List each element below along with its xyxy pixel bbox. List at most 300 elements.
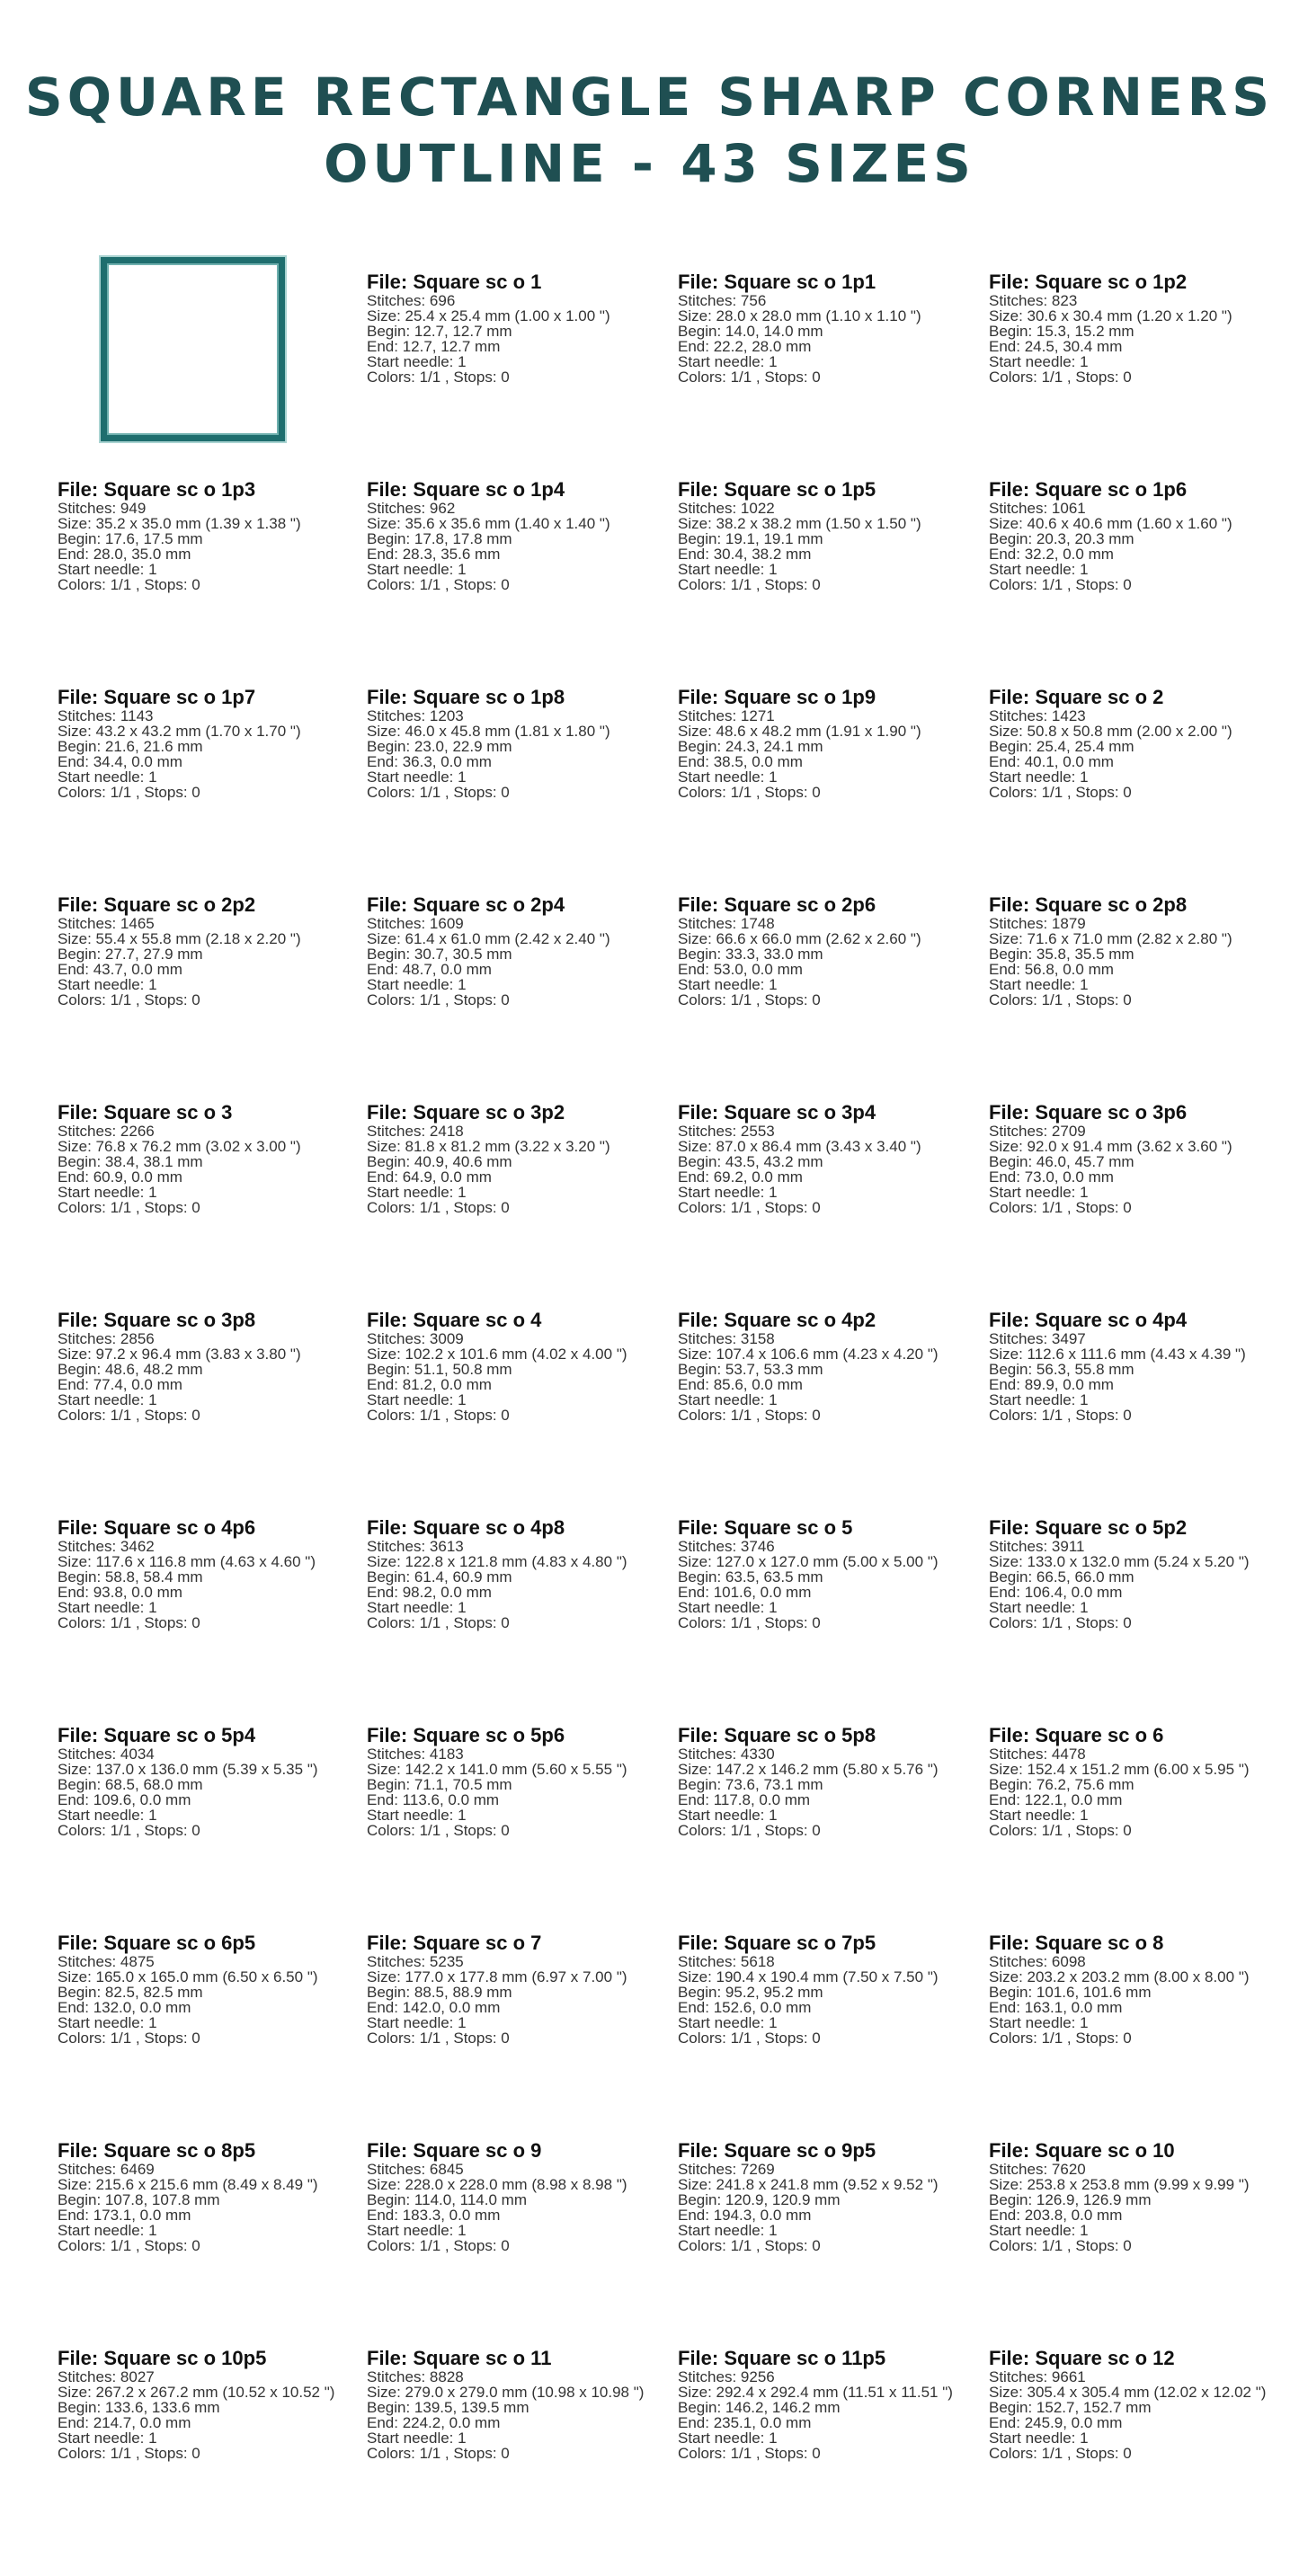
begin-coords: Begin: 46.0, 45.7 mm	[989, 1153, 1134, 1170]
file-name: File: Square sc o 3p6	[989, 1101, 1188, 1124]
file-name: File: Square sc o 5p6	[367, 1724, 565, 1746]
file-info-card	[989, 1932, 1295, 2046]
begin-coords: Begin: 15.3, 15.2 mm	[989, 323, 1134, 340]
file-name: File: Square sc o 1p5	[678, 478, 876, 501]
file-name: File: Square sc o 2	[989, 686, 1164, 708]
stitches-count: Stitches: 9661	[989, 2368, 1086, 2385]
end-coords: End: 48.7, 0.0 mm	[367, 961, 492, 978]
size-info: Size: 48.6 x 48.2 mm (1.91 x 1.90 ")	[678, 723, 921, 740]
file-name: File: Square sc o 6p5	[58, 1932, 256, 1954]
stitches-count: Stitches: 3613	[367, 1538, 464, 1555]
begin-coords: Begin: 38.4, 38.1 mm	[58, 1153, 203, 1170]
end-coords: End: 117.8, 0.0 mm	[678, 1791, 811, 1808]
end-coords: End: 101.6, 0.0 mm	[678, 1584, 812, 1601]
begin-coords: Begin: 133.6, 133.6 mm	[58, 2399, 220, 2416]
stitches-count: Stitches: 3497	[989, 1330, 1086, 1347]
stitches-count: Stitches: 6845	[367, 2161, 464, 2178]
end-coords: End: 224.2, 0.0 mm	[367, 2414, 501, 2431]
size-info: Size: 71.6 x 71.0 mm (2.82 x 2.80 ")	[989, 930, 1232, 947]
start-needle: Start needle: 1	[367, 561, 467, 578]
end-coords: End: 38.5, 0.0 mm	[678, 753, 803, 770]
end-coords: End: 142.0, 0.0 mm	[367, 1999, 501, 2016]
colors-stops: Colors: 1/1 , Stops: 0	[989, 2030, 1132, 2047]
start-needle: Start needle: 1	[989, 561, 1089, 578]
file-info-card	[367, 479, 672, 592]
file-name: File: Square sc o 3p4	[678, 1101, 876, 1124]
start-needle: Start needle: 1	[58, 1391, 157, 1408]
size-info: Size: 133.0 x 132.0 mm (5.24 x 5.20 ")	[989, 1553, 1250, 1570]
begin-coords: Begin: 25.4, 25.4 mm	[989, 738, 1134, 755]
begin-coords: Begin: 114.0, 114.0 mm	[367, 2191, 527, 2208]
page-subtitle: OUTLINE - 43 SIZES	[324, 133, 975, 194]
start-needle: Start needle: 1	[989, 2014, 1089, 2031]
colors-stops: Colors: 1/1 , Stops: 0	[58, 991, 200, 1008]
file-name: File: Square sc o 5	[678, 1516, 853, 1539]
file-name: File: Square sc o 4p2	[678, 1309, 876, 1331]
colors-stops: Colors: 1/1 , Stops: 0	[58, 1199, 200, 1216]
file-info-card	[58, 894, 363, 1008]
size-info: Size: 81.8 x 81.2 mm (3.22 x 3.20 ")	[367, 1138, 610, 1155]
end-coords: End: 60.9, 0.0 mm	[58, 1168, 182, 1186]
stitches-count: Stitches: 4330	[678, 1745, 775, 1763]
colors-stops: Colors: 1/1 , Stops: 0	[989, 2237, 1132, 2254]
end-coords: End: 77.4, 0.0 mm	[58, 1376, 182, 1393]
stitches-count: Stitches: 756	[678, 292, 767, 309]
stitches-count: Stitches: 2709	[989, 1123, 1086, 1140]
begin-coords: Begin: 20.3, 20.3 mm	[989, 530, 1134, 547]
size-info: Size: 177.0 x 177.8 mm (6.97 x 7.00 ")	[367, 1968, 627, 1985]
file-name: File: Square sc o 1p7	[58, 686, 256, 708]
begin-coords: Begin: 61.4, 60.9 mm	[367, 1568, 512, 1586]
colors-stops: Colors: 1/1 , Stops: 0	[989, 784, 1132, 801]
size-info: Size: 28.0 x 28.0 mm (1.10 x 1.10 ")	[678, 307, 921, 324]
stitches-count: Stitches: 696	[367, 292, 456, 309]
file-name: File: Square sc o 2p6	[678, 893, 876, 916]
file-name: File: Square sc o 3p8	[58, 1309, 256, 1331]
file-info-card	[367, 271, 672, 385]
colors-stops: Colors: 1/1 , Stops: 0	[367, 1614, 510, 1631]
start-needle: Start needle: 1	[367, 2222, 467, 2239]
stitches-count: Stitches: 1143	[58, 707, 154, 724]
file-name: File: Square sc o 2p8	[989, 893, 1188, 916]
colors-stops: Colors: 1/1 , Stops: 0	[367, 784, 510, 801]
size-info: Size: 112.6 x 111.6 mm (4.43 x 4.39 ")	[989, 1346, 1246, 1363]
stitches-count: Stitches: 7620	[989, 2161, 1086, 2178]
start-needle: Start needle: 1	[58, 976, 157, 993]
size-info: Size: 267.2 x 267.2 mm (10.52 x 10.52 ")	[58, 2384, 335, 2401]
stitches-count: Stitches: 949	[58, 500, 147, 517]
end-coords: End: 81.2, 0.0 mm	[367, 1376, 492, 1393]
end-coords: End: 36.3, 0.0 mm	[367, 753, 492, 770]
file-info-card	[989, 1310, 1295, 1423]
file-name: File: Square sc o 10	[989, 2139, 1175, 2162]
file-info-card	[989, 687, 1295, 800]
file-info-card	[367, 894, 672, 1008]
end-coords: End: 203.8, 0.0 mm	[989, 2207, 1123, 2224]
file-info-card	[58, 2348, 363, 2461]
file-name: File: Square sc o 4p6	[58, 1516, 256, 1539]
start-needle: Start needle: 1	[678, 976, 778, 993]
file-info-card	[678, 2348, 983, 2461]
file-name: File: Square sc o 5p2	[989, 1516, 1188, 1539]
begin-coords: Begin: 35.8, 35.5 mm	[989, 946, 1134, 963]
end-coords: End: 98.2, 0.0 mm	[367, 1584, 492, 1601]
colors-stops: Colors: 1/1 , Stops: 0	[678, 576, 821, 593]
file-name: File: Square sc o 7	[367, 1932, 542, 1954]
file-info-card	[367, 1517, 672, 1630]
stitches-count: Stitches: 2856	[58, 1330, 155, 1347]
file-info-card	[367, 1725, 672, 1838]
end-coords: End: 93.8, 0.0 mm	[58, 1584, 182, 1601]
stitches-count: Stitches: 7269	[678, 2161, 775, 2178]
stitches-count: Stitches: 5235	[367, 1953, 464, 1970]
end-coords: End: 32.2, 0.0 mm	[989, 546, 1114, 563]
page-title: SQUARE RECTANGLE SHARP CORNERS	[24, 67, 1275, 128]
colors-stops: Colors: 1/1 , Stops: 0	[367, 2237, 510, 2254]
size-info: Size: 92.0 x 91.4 mm (3.62 x 3.60 ")	[989, 1138, 1232, 1155]
file-info-card	[989, 271, 1295, 385]
begin-coords: Begin: 14.0, 14.0 mm	[678, 323, 823, 340]
end-coords: End: 85.6, 0.0 mm	[678, 1376, 803, 1393]
file-name: File: Square sc o 9	[367, 2139, 542, 2162]
file-info-card	[58, 1932, 363, 2046]
begin-coords: Begin: 53.7, 53.3 mm	[678, 1361, 823, 1378]
stitches-count: Stitches: 1203	[367, 707, 464, 724]
file-name: File: Square sc o 6	[989, 1724, 1164, 1746]
end-coords: End: 43.7, 0.0 mm	[58, 961, 182, 978]
begin-coords: Begin: 126.9, 126.9 mm	[989, 2191, 1152, 2208]
size-info: Size: 137.0 x 136.0 mm (5.39 x 5.35 ")	[58, 1761, 318, 1778]
start-needle: Start needle: 1	[989, 1807, 1089, 1824]
begin-coords: Begin: 12.7, 12.7 mm	[367, 323, 512, 340]
end-coords: End: 109.6, 0.0 mm	[58, 1791, 191, 1808]
size-info: Size: 25.4 x 25.4 mm (1.00 x 1.00 ")	[367, 307, 610, 324]
stitches-count: Stitches: 1609	[367, 915, 464, 932]
file-info-card	[367, 2140, 672, 2253]
size-info: Size: 107.4 x 106.6 mm (4.23 x 4.20 ")	[678, 1346, 939, 1363]
size-info: Size: 35.2 x 35.0 mm (1.39 x 1.38 ")	[58, 515, 301, 532]
begin-coords: Begin: 95.2, 95.2 mm	[678, 1984, 823, 2001]
file-info-card	[58, 1310, 363, 1423]
colors-stops: Colors: 1/1 , Stops: 0	[989, 1199, 1132, 1216]
end-coords: End: 22.2, 28.0 mm	[678, 338, 812, 355]
stitches-count: Stitches: 3158	[678, 1330, 775, 1347]
end-coords: End: 122.1, 0.0 mm	[989, 1791, 1123, 1808]
file-info-card	[58, 687, 363, 800]
colors-stops: Colors: 1/1 , Stops: 0	[678, 991, 821, 1008]
size-info: Size: 46.0 x 45.8 mm (1.81 x 1.80 ")	[367, 723, 610, 740]
start-needle: Start needle: 1	[58, 1807, 157, 1824]
file-info-card	[678, 687, 983, 800]
end-coords: End: 24.5, 30.4 mm	[989, 338, 1123, 355]
start-needle: Start needle: 1	[989, 1391, 1089, 1408]
file-name: File: Square sc o 4	[367, 1309, 542, 1331]
size-info: Size: 228.0 x 228.0 mm (8.98 x 8.98 ")	[367, 2176, 627, 2193]
begin-coords: Begin: 48.6, 48.2 mm	[58, 1361, 203, 1378]
colors-stops: Colors: 1/1 , Stops: 0	[678, 1407, 821, 1424]
end-coords: End: 194.3, 0.0 mm	[678, 2207, 812, 2224]
begin-coords: Begin: 27.7, 27.9 mm	[58, 946, 203, 963]
colors-stops: Colors: 1/1 , Stops: 0	[989, 1407, 1132, 1424]
size-info: Size: 43.2 x 43.2 mm (1.70 x 1.70 ")	[58, 723, 301, 740]
begin-coords: Begin: 120.9, 120.9 mm	[678, 2191, 841, 2208]
file-name: File: Square sc o 1p1	[678, 271, 876, 293]
end-coords: End: 64.9, 0.0 mm	[367, 1168, 492, 1186]
file-info-card	[367, 1932, 672, 2046]
start-needle: Start needle: 1	[367, 768, 467, 786]
colors-stops: Colors: 1/1 , Stops: 0	[678, 2030, 821, 2047]
size-info: Size: 117.6 x 116.8 mm (4.63 x 4.60 ")	[58, 1553, 316, 1570]
begin-coords: Begin: 66.5, 66.0 mm	[989, 1568, 1134, 1586]
size-info: Size: 35.6 x 35.6 mm (1.40 x 1.40 ")	[367, 515, 610, 532]
colors-stops: Colors: 1/1 , Stops: 0	[678, 2237, 821, 2254]
file-name: File: Square sc o 5p8	[678, 1724, 876, 1746]
begin-coords: Begin: 73.6, 73.1 mm	[678, 1776, 823, 1793]
stitches-count: Stitches: 9256	[678, 2368, 775, 2385]
begin-coords: Begin: 23.0, 22.9 mm	[367, 738, 512, 755]
file-info-card	[678, 1932, 983, 2046]
begin-coords: Begin: 40.9, 40.6 mm	[367, 1153, 512, 1170]
size-info: Size: 147.2 x 146.2 mm (5.80 x 5.76 ")	[678, 1761, 939, 1778]
start-needle: Start needle: 1	[367, 353, 467, 370]
start-needle: Start needle: 1	[367, 976, 467, 993]
stitches-count: Stitches: 5618	[678, 1953, 775, 1970]
start-needle: Start needle: 1	[367, 1391, 467, 1408]
file-name: File: Square sc o 1p2	[989, 271, 1188, 293]
file-name: File: Square sc o 1p6	[989, 478, 1188, 501]
start-needle: Start needle: 1	[58, 561, 157, 578]
begin-coords: Begin: 139.5, 139.5 mm	[367, 2399, 529, 2416]
file-name: File: Square sc o 4p8	[367, 1516, 565, 1539]
size-info: Size: 165.0 x 165.0 mm (6.50 x 6.50 ")	[58, 1968, 318, 1985]
start-needle: Start needle: 1	[678, 768, 778, 786]
end-coords: End: 73.0, 0.0 mm	[989, 1168, 1114, 1186]
start-needle: Start needle: 1	[678, 1184, 778, 1201]
stitches-count: Stitches: 1061	[989, 500, 1086, 517]
stitches-count: Stitches: 6098	[989, 1953, 1086, 1970]
size-info: Size: 30.6 x 30.4 mm (1.20 x 1.20 ")	[989, 307, 1232, 324]
file-info-card	[367, 1310, 672, 1423]
size-info: Size: 87.0 x 86.4 mm (3.43 x 3.40 ")	[678, 1138, 921, 1155]
start-needle: Start needle: 1	[678, 353, 778, 370]
end-coords: End: 235.1, 0.0 mm	[678, 2414, 812, 2431]
begin-coords: Begin: 88.5, 88.9 mm	[367, 1984, 512, 2001]
file-name: File: Square sc o 1	[367, 271, 542, 293]
file-info-card	[678, 1725, 983, 1838]
size-info: Size: 55.4 x 55.8 mm (2.18 x 2.20 ")	[58, 930, 301, 947]
size-info: Size: 292.4 x 292.4 mm (11.51 x 11.51 ")	[678, 2384, 953, 2401]
start-needle: Start needle: 1	[989, 2429, 1089, 2447]
colors-stops: Colors: 1/1 , Stops: 0	[367, 2445, 510, 2462]
colors-stops: Colors: 1/1 , Stops: 0	[367, 1822, 510, 1839]
colors-stops: Colors: 1/1 , Stops: 0	[678, 1614, 821, 1631]
size-info: Size: 61.4 x 61.0 mm (2.42 x 2.40 ")	[367, 930, 610, 947]
file-info-card	[678, 1517, 983, 1630]
colors-stops: Colors: 1/1 , Stops: 0	[367, 991, 510, 1008]
file-info-card	[989, 1517, 1295, 1630]
start-needle: Start needle: 1	[989, 976, 1089, 993]
stitches-count: Stitches: 3009	[367, 1330, 464, 1347]
size-info: Size: 253.8 x 253.8 mm (9.99 x 9.99 ")	[989, 2176, 1250, 2193]
file-name: File: Square sc o 1p9	[678, 686, 876, 708]
colors-stops: Colors: 1/1 , Stops: 0	[989, 2445, 1132, 2462]
begin-coords: Begin: 71.1, 70.5 mm	[367, 1776, 512, 1793]
end-coords: End: 34.4, 0.0 mm	[58, 753, 182, 770]
file-info-card	[58, 1102, 363, 1215]
stitches-count: Stitches: 3462	[58, 1538, 155, 1555]
file-info-card	[58, 479, 363, 592]
file-name: File: Square sc o 1p4	[367, 478, 565, 501]
size-info: Size: 305.4 x 305.4 mm (12.02 x 12.02 ")	[989, 2384, 1267, 2401]
end-coords: End: 173.1, 0.0 mm	[58, 2207, 191, 2224]
end-coords: End: 89.9, 0.0 mm	[989, 1376, 1114, 1393]
colors-stops: Colors: 1/1 , Stops: 0	[989, 1822, 1132, 1839]
end-coords: End: 53.0, 0.0 mm	[678, 961, 803, 978]
colors-stops: Colors: 1/1 , Stops: 0	[678, 2445, 821, 2462]
start-needle: Start needle: 1	[678, 1807, 778, 1824]
colors-stops: Colors: 1/1 , Stops: 0	[367, 1407, 510, 1424]
stitches-count: Stitches: 3911	[989, 1538, 1085, 1555]
file-name: File: Square sc o 8p5	[58, 2139, 256, 2162]
start-needle: Start needle: 1	[989, 768, 1089, 786]
start-needle: Start needle: 1	[367, 2014, 467, 2031]
file-info-card	[367, 1102, 672, 1215]
colors-stops: Colors: 1/1 , Stops: 0	[678, 784, 821, 801]
begin-coords: Begin: 24.3, 24.1 mm	[678, 738, 823, 755]
colors-stops: Colors: 1/1 , Stops: 0	[678, 369, 821, 386]
size-info: Size: 50.8 x 50.8 mm (2.00 x 2.00 ")	[989, 723, 1232, 740]
size-info: Size: 127.0 x 127.0 mm (5.00 x 5.00 ")	[678, 1553, 939, 1570]
stitches-count: Stitches: 1022	[678, 500, 775, 517]
end-coords: End: 183.3, 0.0 mm	[367, 2207, 501, 2224]
begin-coords: Begin: 68.5, 68.0 mm	[58, 1776, 203, 1793]
file-info-card	[989, 1725, 1295, 1838]
start-needle: Start needle: 1	[678, 2222, 778, 2239]
colors-stops: Colors: 1/1 , Stops: 0	[678, 1822, 821, 1839]
file-info-card	[58, 2140, 363, 2253]
colors-stops: Colors: 1/1 , Stops: 0	[989, 1614, 1132, 1631]
file-info-card	[989, 2348, 1295, 2461]
stitches-count: Stitches: 4034	[58, 1745, 155, 1763]
colors-stops: Colors: 1/1 , Stops: 0	[58, 1614, 200, 1631]
start-needle: Start needle: 1	[678, 1599, 778, 1616]
file-name: File: Square sc o 8	[989, 1932, 1164, 1954]
end-coords: End: 132.0, 0.0 mm	[58, 1999, 191, 2016]
colors-stops: Colors: 1/1 , Stops: 0	[367, 2030, 510, 2047]
start-needle: Start needle: 1	[678, 2014, 778, 2031]
start-needle: Start needle: 1	[58, 768, 157, 786]
stitches-count: Stitches: 2418	[367, 1123, 464, 1140]
end-coords: End: 69.2, 0.0 mm	[678, 1168, 803, 1186]
file-info-card	[678, 479, 983, 592]
start-needle: Start needle: 1	[989, 2222, 1089, 2239]
start-needle: Start needle: 1	[367, 1599, 467, 1616]
file-info-card	[58, 1725, 363, 1838]
size-info: Size: 142.2 x 141.0 mm (5.60 x 5.55 ")	[367, 1761, 627, 1778]
file-info-card	[58, 1517, 363, 1630]
file-info-card	[678, 894, 983, 1008]
end-coords: End: 106.4, 0.0 mm	[989, 1584, 1123, 1601]
colors-stops: Colors: 1/1 , Stops: 0	[678, 1199, 821, 1216]
size-info: Size: 241.8 x 241.8 mm (9.52 x 9.52 ")	[678, 2176, 939, 2193]
start-needle: Start needle: 1	[989, 1184, 1089, 1201]
stitches-count: Stitches: 1465	[58, 915, 155, 932]
begin-coords: Begin: 51.1, 50.8 mm	[367, 1361, 512, 1378]
colors-stops: Colors: 1/1 , Stops: 0	[58, 576, 200, 593]
file-info-card	[367, 2348, 672, 2461]
size-info: Size: 40.6 x 40.6 mm (1.60 x 1.60 ")	[989, 515, 1232, 532]
begin-coords: Begin: 19.1, 19.1 mm	[678, 530, 823, 547]
start-needle: Start needle: 1	[58, 1184, 157, 1201]
end-coords: End: 245.9, 0.0 mm	[989, 2414, 1123, 2431]
colors-stops: Colors: 1/1 , Stops: 0	[367, 576, 510, 593]
colors-stops: Colors: 1/1 , Stops: 0	[58, 1822, 200, 1839]
size-info: Size: 190.4 x 190.4 mm (7.50 x 7.50 ")	[678, 1968, 939, 1985]
file-info-card	[678, 271, 983, 385]
start-needle: Start needle: 1	[678, 561, 778, 578]
colors-stops: Colors: 1/1 , Stops: 0	[58, 2445, 200, 2462]
stitches-count: Stitches: 4183	[367, 1745, 464, 1763]
stitches-count: Stitches: 962	[367, 500, 456, 517]
file-name: File: Square sc o 5p4	[58, 1724, 256, 1746]
stitches-count: Stitches: 6469	[58, 2161, 155, 2178]
file-name: File: Square sc o 2p4	[367, 893, 565, 916]
file-info-card	[367, 687, 672, 800]
file-info-card	[678, 1310, 983, 1423]
begin-coords: Begin: 17.6, 17.5 mm	[58, 530, 203, 547]
file-info-card	[678, 1102, 983, 1215]
size-info: Size: 279.0 x 279.0 mm (10.98 x 10.98 ")	[367, 2384, 645, 2401]
begin-coords: Begin: 30.7, 30.5 mm	[367, 946, 512, 963]
size-info: Size: 203.2 x 203.2 mm (8.00 x 8.00 ")	[989, 1968, 1250, 1985]
stitches-count: Stitches: 2266	[58, 1123, 155, 1140]
size-info: Size: 97.2 x 96.4 mm (3.83 x 3.80 ")	[58, 1346, 301, 1363]
file-name: File: Square sc o 9p5	[678, 2139, 876, 2162]
begin-coords: Begin: 21.6, 21.6 mm	[58, 738, 203, 755]
start-needle: Start needle: 1	[58, 2429, 157, 2447]
end-coords: End: 214.7, 0.0 mm	[58, 2414, 191, 2431]
begin-coords: Begin: 43.5, 43.2 mm	[678, 1153, 823, 1170]
file-name: File: Square sc o 4p4	[989, 1309, 1188, 1331]
file-name: File: Square sc o 11p5	[678, 2347, 886, 2369]
size-info: Size: 122.8 x 121.8 mm (4.83 x 4.80 ")	[367, 1553, 627, 1570]
start-needle: Start needle: 1	[989, 1599, 1089, 1616]
size-info: Size: 152.4 x 151.2 mm (6.00 x 5.95 ")	[989, 1761, 1250, 1778]
colors-stops: Colors: 1/1 , Stops: 0	[58, 2030, 200, 2047]
file-name: File: Square sc o 3	[58, 1101, 233, 1124]
end-coords: End: 12.7, 12.7 mm	[367, 338, 501, 355]
begin-coords: Begin: 76.2, 75.6 mm	[989, 1776, 1134, 1793]
colors-stops: Colors: 1/1 , Stops: 0	[367, 1199, 510, 1216]
colors-stops: Colors: 1/1 , Stops: 0	[58, 2237, 200, 2254]
begin-coords: Begin: 33.3, 33.0 mm	[678, 946, 823, 963]
file-name: File: Square sc o 11	[367, 2347, 552, 2369]
file-name: File: Square sc o 10p5	[58, 2347, 267, 2369]
end-coords: End: 113.6, 0.0 mm	[367, 1791, 500, 1808]
end-coords: End: 56.8, 0.0 mm	[989, 961, 1114, 978]
stitches-count: Stitches: 4478	[989, 1745, 1086, 1763]
end-coords: End: 28.3, 35.6 mm	[367, 546, 501, 563]
size-info: Size: 102.2 x 101.6 mm (4.02 x 4.00 ")	[367, 1346, 627, 1363]
file-name: File: Square sc o 1p8	[367, 686, 565, 708]
file-info-card	[989, 2140, 1295, 2253]
file-name: File: Square sc o 3p2	[367, 1101, 565, 1124]
start-needle: Start needle: 1	[58, 2014, 157, 2031]
file-name: File: Square sc o 12	[989, 2347, 1175, 2369]
end-coords: End: 163.1, 0.0 mm	[989, 1999, 1123, 2016]
size-info: Size: 38.2 x 38.2 mm (1.50 x 1.50 ")	[678, 515, 921, 532]
stitches-count: Stitches: 1879	[989, 915, 1086, 932]
